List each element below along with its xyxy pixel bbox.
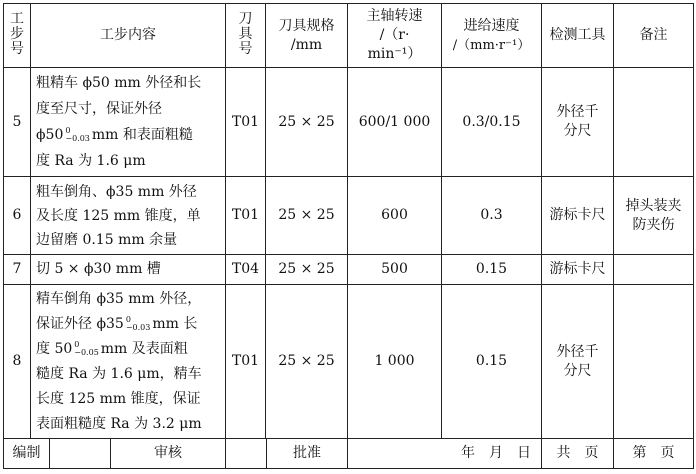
remark [614, 285, 694, 439]
step-content: 精车倒角 ϕ35 mm 外径， 保证外径 ϕ35 0 −0.03 mm 长 度 50 0 −0.05 mm 及表面粗 糙度 Ra 为 1.6 μm，精车 长度 125 mm 锥度，保证 表面粗糙度 Ra 为 3.2 μm [31, 285, 226, 439]
inspection-tool: 外径千 分尺 [542, 285, 614, 439]
footer-date: 年 月 日 [348, 439, 542, 469]
table-row [4, 285, 694, 439]
header-step-no: 工 步 号 [4, 4, 31, 68]
spindle-speed: 600/1 000 [348, 68, 442, 177]
feed-rate: 0.15 [442, 255, 542, 285]
remark [614, 255, 694, 285]
inspection-tool: 游标卡尺 [542, 255, 614, 285]
tool-number: T01 [226, 285, 266, 439]
step-content: 切 5 × ϕ30 mm 槽 [31, 255, 226, 285]
tool-spec: 25 × 25 [266, 255, 348, 285]
footer-row [4, 439, 694, 469]
step-content: 粗精车 ϕ50 mm 外径和长 度至尺寸，保证外径 ϕ50 0 −0.03 mm 和表面粗糙 度 Ra 为 1.6 μm [31, 68, 226, 177]
footer-approve-cell [226, 439, 348, 469]
header-tool-spec: 刀具规格 /mm [266, 4, 348, 68]
header-tool-no: 刀 具 号 [226, 4, 266, 68]
spindle-speed: 500 [348, 255, 442, 285]
table-row [4, 255, 694, 285]
remark: 掉头装夹 防夹伤 [614, 177, 694, 255]
step-number: 6 [4, 177, 31, 255]
feed-rate: 0.15 [442, 285, 542, 439]
tool-spec: 25 × 25 [266, 68, 348, 177]
step-content: 粗车倒角、ϕ35 mm 外径 及长度 125 mm 锥度，单 边留磨 0.15 mm 余量 [31, 177, 226, 255]
header-inspection-tool: 检测工具 [542, 4, 614, 68]
tool-number: T01 [226, 177, 266, 255]
compile-label: 编制 [4, 439, 50, 468]
process-table [3, 3, 694, 469]
review-label: 审核 [154, 445, 182, 462]
footer-sign-cell [4, 439, 226, 469]
header-spindle-speed: 主轴转速 /（r· min⁻¹） [348, 4, 442, 68]
remark [614, 68, 694, 177]
tool-spec: 25 × 25 [266, 285, 348, 439]
feed-rate: 0.3 [442, 177, 542, 255]
feed-rate: 0.3/0.15 [442, 68, 542, 177]
header-row [4, 4, 694, 68]
header-feed-rate: 进给速度 /（mm·r⁻¹） [442, 4, 542, 68]
approve-label: 批准 [293, 445, 321, 462]
table-row [4, 68, 694, 177]
inspection-tool: 外径千 分尺 [542, 68, 614, 177]
step-number: 5 [4, 68, 31, 177]
inspection-tool: 游标卡尺 [542, 177, 614, 255]
header-step-content: 工步内容 [31, 4, 226, 68]
tolerance: 0 −0.03 [125, 314, 151, 332]
tolerance: 0 −0.05 [74, 339, 99, 357]
tolerance: 0 −0.03 [65, 126, 90, 143]
review-field[interactable] [226, 439, 267, 468]
tool-number: T04 [226, 255, 266, 285]
spindle-speed: 1 000 [348, 285, 442, 439]
table-row [4, 177, 694, 255]
step-number: 8 [4, 285, 31, 439]
footer-total-pages: 共 页 [542, 439, 614, 469]
spindle-speed: 600 [348, 177, 442, 255]
header-remarks: 备注 [614, 4, 694, 68]
compile-field[interactable] [50, 439, 111, 468]
tool-spec: 25 × 25 [266, 177, 348, 255]
footer-page-no: 第 页 [614, 439, 694, 469]
step-number: 7 [4, 255, 31, 285]
tool-number: T01 [226, 68, 266, 177]
